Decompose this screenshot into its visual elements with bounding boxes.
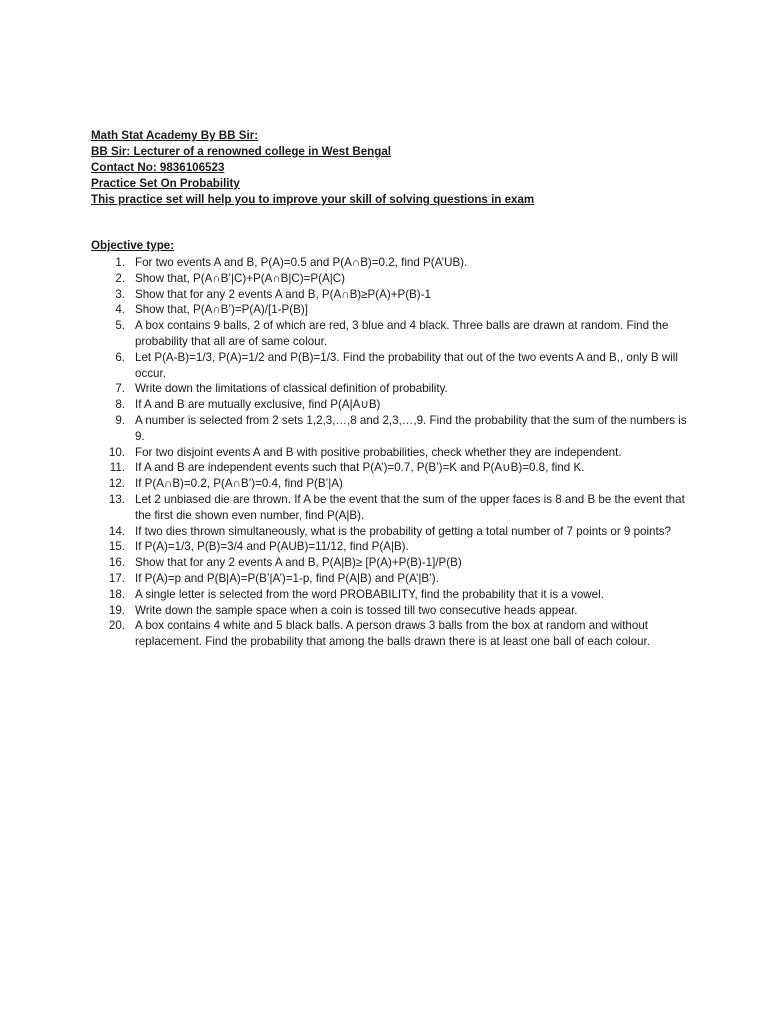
question-number: 17. — [108, 571, 125, 585]
question-number: 1. — [115, 256, 125, 269]
question-item — [91, 539, 691, 555]
question-number: 7. — [115, 382, 125, 396]
question-text: Show that, P(A∩B’)=P(A)/[1-P(B)] — [135, 303, 308, 317]
question-number: 15. — [108, 540, 125, 554]
question-number: 3. — [115, 287, 125, 301]
question-item — [91, 302, 691, 318]
document-header — [91, 128, 711, 208]
question-text: If A and B are mutually exclusive, find P(A|A∪B) — [135, 398, 381, 412]
question-number: 5. — [115, 319, 125, 333]
question-number: 8. — [115, 398, 125, 412]
question-text: If P(A∩B)=0.2, P(A∩B’)=0.4, find P(B’|A) — [135, 477, 343, 491]
question-item — [91, 287, 691, 303]
question-number: 20. — [108, 619, 125, 633]
question-number: 12. — [108, 477, 125, 491]
question-list — [91, 255, 691, 650]
question-text: Show that for any 2 events A and B, P(A|B)≥ [P(A)+P(B)-1]/P(B) — [135, 556, 462, 570]
question-text: If P(A)=1/3, P(B)=3/4 and P(AUB)=11/12, find P(A|B). — [135, 540, 409, 554]
question-item — [91, 524, 691, 540]
question-number: 10. — [108, 445, 125, 459]
practice-set-description: This practice set will help you to improve your skill of solving questions in exam — [91, 193, 535, 206]
practice-set-title: Practice Set On Probability — [91, 177, 240, 190]
question-number: 19. — [108, 603, 125, 617]
question-item — [91, 318, 691, 350]
question-item — [91, 571, 691, 587]
question-text: Write down the limitations of classical definition of probability. — [135, 382, 448, 396]
question-item — [91, 271, 691, 287]
question-text: Let 2 unbiased die are thrown. If A be the event that the sum of the upper faces is 8 and B be the event that the first die shown even number, find P(A|B). — [135, 492, 685, 522]
question-text: Let P(A-B)=1/3, P(A)=1/2 and P(B)=1/3. Find the probability that out of the two events A and B,, only B will occur. — [135, 350, 678, 380]
question-text: If A and B are independent events such that P(A’)=0.7, P(B’)=K and P(A∪B)=0.8, find K. — [135, 461, 585, 475]
question-text: If P(A)=p and P(B|A)=P(B’|A’)=1-p, find P(A|B) and P(A’|B’). — [135, 571, 439, 585]
question-item — [91, 587, 691, 603]
question-text: Show that, P(A∩B’|C)+P(A∩B|C)=P(A|C) — [135, 271, 345, 285]
question-text: A number is selected from 2 sets 1,2,3,…,8 and 2,3,…,9. Find the probability that the sum of the numbers is 9. — [135, 413, 687, 443]
question-text: A box contains 9 balls, 2 of which are red, 3 blue and 4 black. Three balls are drawn at random. Find the probability that all are of same colour. — [135, 319, 669, 348]
question-item — [91, 397, 691, 413]
section-heading-objective: Objective type: — [91, 239, 175, 252]
question-number: 6. — [115, 350, 125, 364]
question-item — [91, 555, 691, 571]
question-number: 9. — [115, 413, 125, 427]
question-text: If two dies thrown simultaneously, what is the probability of getting a total number of 7 points or 9 points? — [135, 524, 671, 538]
question-item — [91, 381, 691, 397]
question-number: 2. — [115, 271, 125, 285]
question-item — [91, 618, 691, 650]
question-item — [91, 255, 691, 271]
question-number: 16. — [108, 556, 125, 570]
question-item — [91, 603, 691, 619]
teacher-description: BB Sir: Lecturer of a renowned college in West Bengal — [91, 145, 391, 158]
question-number: 11. — [109, 461, 125, 475]
question-number: 13. — [108, 492, 125, 506]
academy-title: Math Stat Academy By BB Sir: — [91, 129, 259, 142]
question-item — [91, 476, 691, 492]
question-text: A single letter is selected from the word PROBABILITY, find the probability that it is a vowel. — [135, 587, 604, 601]
question-text: Show that for any 2 events A and B, P(A∩B)≥P(A)+P(B)-1 — [135, 287, 431, 301]
question-text: Write down the sample space when a coin is tossed till two consecutive heads appear. — [135, 603, 578, 617]
question-item — [91, 445, 691, 461]
question-item — [91, 492, 691, 524]
question-item — [91, 460, 691, 476]
question-number: 14. — [108, 524, 125, 538]
question-number: 18. — [108, 587, 125, 601]
question-text: For two disjoint events A and B with positive probabilities, check whether they are independent. — [135, 445, 622, 459]
question-item — [91, 350, 691, 382]
question-text: A box contains 4 white and 5 black balls. A person draws 3 balls from the box at random and without replacement. Find the probability that among the balls drawn there is at least one ball of each colour. — [135, 619, 650, 649]
question-number: 4. — [115, 303, 125, 317]
question-item — [91, 413, 691, 445]
contact-number: Contact No: 9836106523 — [91, 161, 225, 174]
question-text: For two events A and B, P(A)=0.5 and P(A∩B)=0.2, find P(A’UB). — [135, 256, 468, 269]
